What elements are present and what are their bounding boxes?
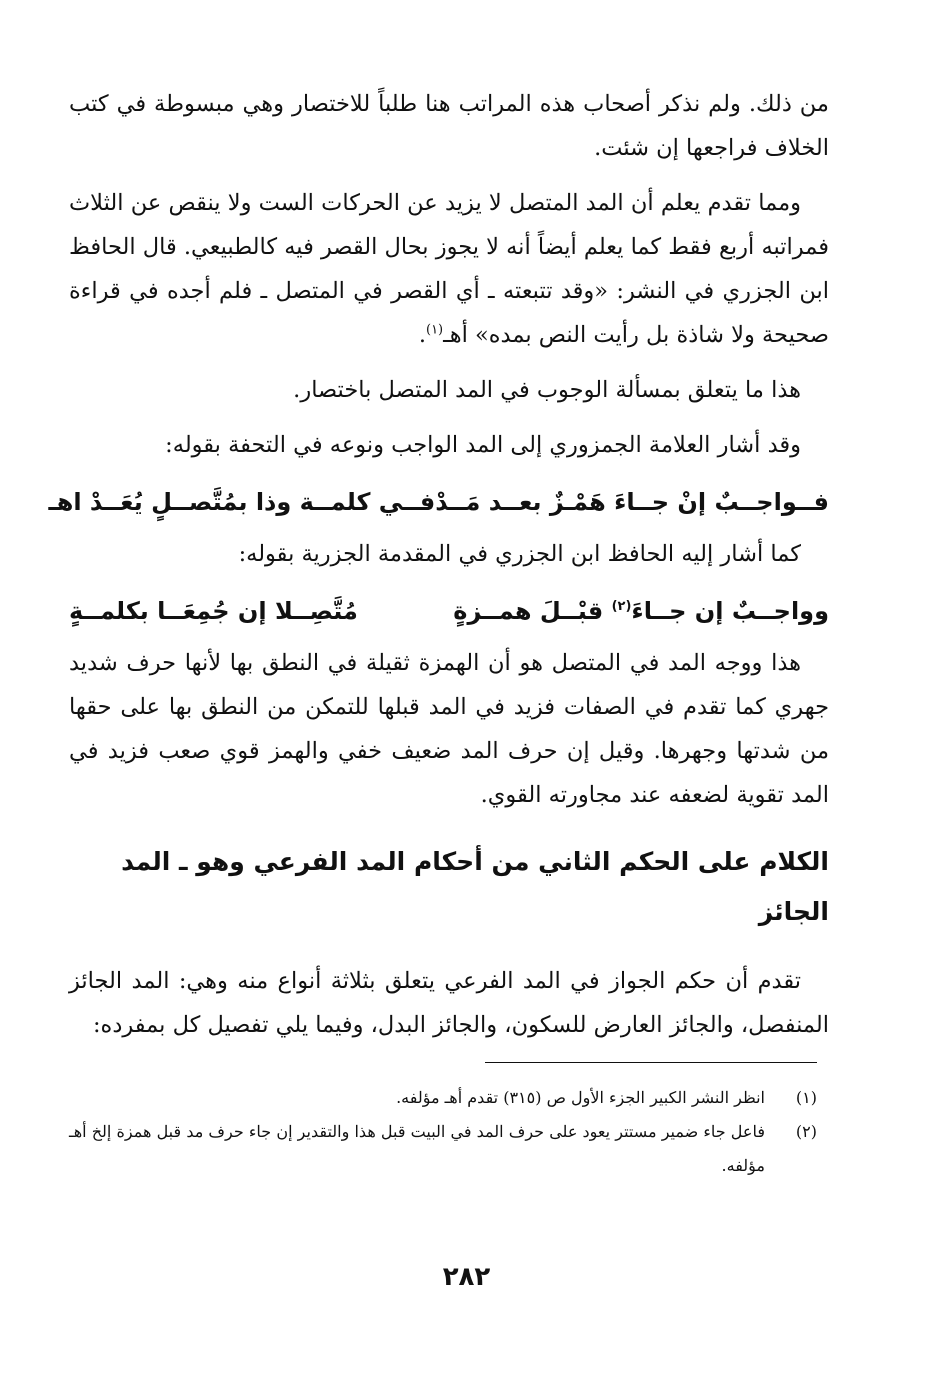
footnote-number: (١)	[795, 1088, 817, 1107]
footnote	[69, 1081, 817, 1115]
page-number: ٢٨٢	[442, 1262, 491, 1292]
paragraph	[69, 181, 829, 357]
paragraph: هذا ووجه المد في المتصل هو أن الهمزة ثقيلة في النطق بها لأنها حرف شديد جهري كما تقدم في الصفات فزيد في المد قبلها للتمكن من النطق بها على حقها من شدتها وجهرها. وقيل إن حرف المد ضعيف خفي والهمز قوي صعب فزيد في المد تقوية لضعفه عند مجاورته القوي.	[69, 650, 829, 808]
footnote-ref: (١)	[425, 322, 444, 338]
footnotes	[69, 1062, 817, 1183]
paragraph: وقد أشار العلامة الجمزوري إلى المد الواجب ونوعه في التحفة بقوله:	[165, 432, 801, 458]
verse-first-hemistich: فــواجــبٌ إنْ جــاءَ هَمْـزٌ بعــد مَــدْ	[435, 488, 829, 516]
paragraph: من ذلك. ولم نذكر أصحاب هذه المراتب هنا طلباً للاختصار وهي مبسوطة في كتب الخلاف فراجعها إن شئت.	[69, 91, 829, 161]
verse-second-hemistich: مُتَّصِــلا إن جُمِعَــا بكلمــةٍ	[69, 597, 358, 625]
paragraph: هذا ما يتعلق بمسألة الوجوب في المد المتصل باختصار.	[293, 377, 801, 403]
paragraph: تقدم أن حكم الجواز في المد الفرعي يتعلق بثلاثة أنواع منه وهي: المد الجائز المنفصل، والجائز العارض للسكون، والجائز البدل، وفيما يلي تفصيل كل بمفرده:	[69, 968, 829, 1038]
footnote-ref: (٢)	[611, 599, 632, 614]
verse-line	[48, 478, 829, 526]
verse-text: وواجــبٌ إن جــاءَ	[631, 597, 829, 625]
main-text	[48, 82, 829, 1058]
verse-line	[69, 587, 829, 635]
verse-first-hemistich	[453, 587, 829, 635]
footnote-text: انظر النشر الكبير الجزء الأول ص (٣١٥) تقدم أهـ مؤلفه.	[396, 1088, 765, 1107]
paragraph: كما أشار إليه الحافظ ابن الجزري في المقدمة الجزرية بقوله:	[238, 541, 801, 567]
footnote-text: فاعل جاء ضمير مستتر يعود على حرف المد في البيت قبل هذا والتقدير إن جاء حرف مد قبل همزة إلخ أهـ مؤلفه.	[69, 1122, 765, 1175]
section-heading: الكلام على الحكم الثاني من أحكام المد الفرعي وهو ـ المد الجائز	[121, 847, 829, 926]
verse-second-hemistich: فــي كلمــة وذا بمُتَّصــلٍ يُعَــدْ اهـ	[48, 488, 436, 516]
verse-text: قبْــلَ همــزةٍ	[453, 597, 612, 625]
footnote-divider	[485, 1062, 817, 1063]
paragraph-end: .	[418, 322, 426, 348]
footnote-number: (٢)	[795, 1122, 817, 1141]
footnote	[69, 1115, 817, 1183]
paragraph-text: ومما تقدم يعلم أن المد المتصل لا يزيد عن الحركات الست ولا ينقص عن الثلاث فمراتبه أربع فقط كما يعلم أيضاً أنه لا يجوز بحال القصر فيه كالطبيعي. قال الحافظ ابن الجزري في النشر: «وقد تتبعته ـ أي القصر في المتصل ـ فلم أجده في قراءة صحيحة ولا شاذة بل رأيت النص بمده» أهـ	[69, 190, 829, 348]
